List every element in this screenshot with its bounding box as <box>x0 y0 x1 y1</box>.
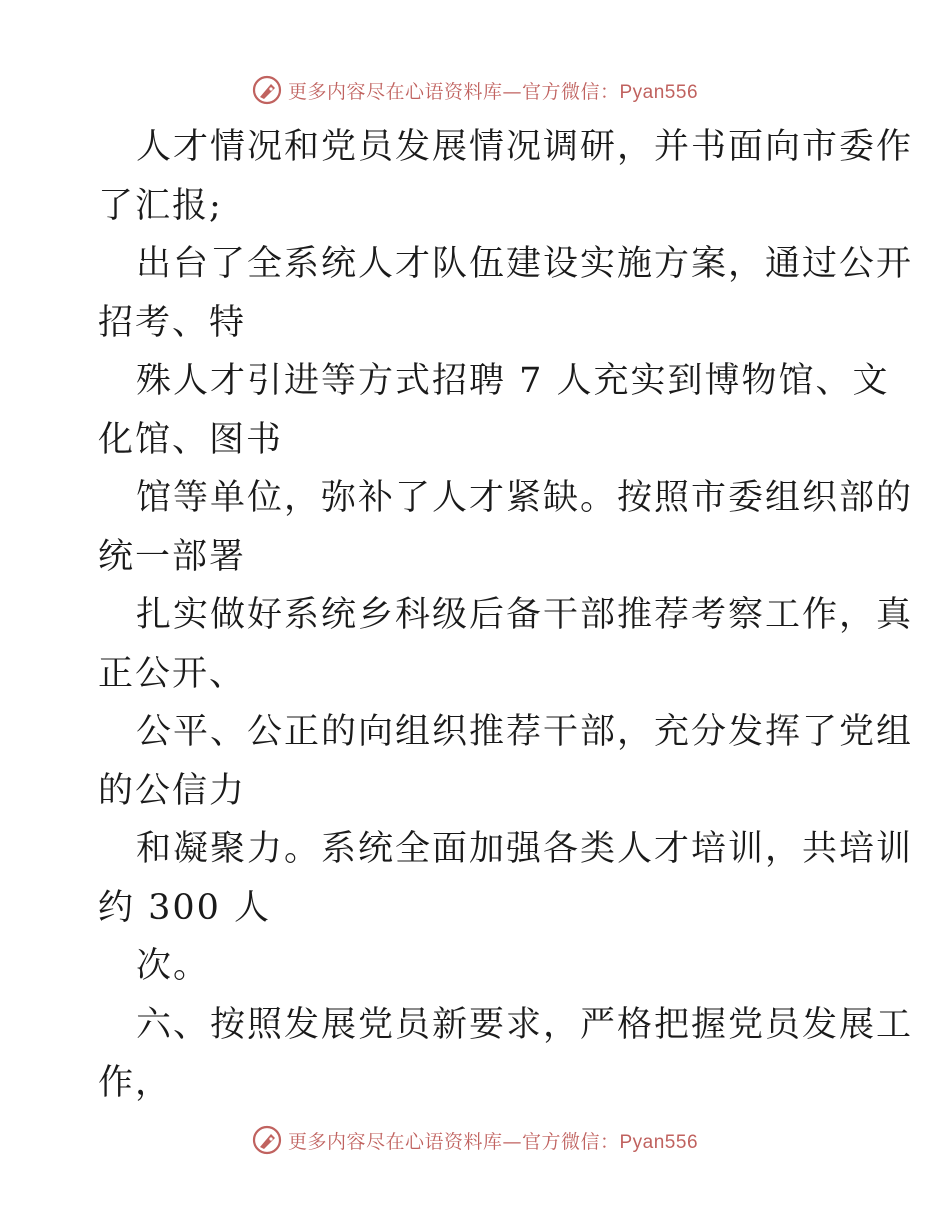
body-line: 了汇报; <box>98 185 223 226</box>
pen-nib-logo-icon <box>252 75 282 105</box>
body-line: 馆等单位，弥补了人才紧缺。按照市委组织部的 <box>136 478 914 518</box>
body-line: 殊人才引进等方式招聘 7 人充实到博物馆、文 <box>136 361 890 401</box>
body-line: 的公信力 <box>98 770 247 811</box>
body-line: 作， <box>98 1063 173 1103</box>
header-banner <box>0 70 950 110</box>
body-line: 和凝聚力。系统全面加强各类人才培训，共培训 <box>136 829 914 869</box>
pen-nib-logo-icon <box>252 1125 282 1155</box>
footer-wechat-id: Pyan556 <box>619 1131 699 1153</box>
body-line: 人才情况和党员发展情况调研，并书面向市委作 <box>136 127 914 167</box>
body-line: 正公开、 <box>98 653 247 694</box>
body-line: 公平、公正的向组织推荐干部，充分发挥了党组 <box>136 712 914 752</box>
body-line: 约 300 人 <box>98 887 272 928</box>
document-body <box>98 118 914 1113</box>
footer-banner-text: 更多内容尽在心语资料库—官方微信：Pyan556 <box>287 1130 699 1153</box>
header-banner-text: 更多内容尽在心语资料库—官方微信：Pyan556 <box>287 80 699 103</box>
body-line: 扎实做好系统乡科级后备干部推荐考察工作，真 <box>136 595 914 635</box>
footer-banner <box>0 1120 950 1160</box>
body-line: 化馆、图书 <box>98 419 284 460</box>
body-line: 招考、特 <box>98 302 247 343</box>
body-line: 统一部署 <box>98 536 247 577</box>
body-line: 出台了全系统人才队伍建设实施方案，通过公开 <box>136 244 914 284</box>
body-line: 次。 <box>136 946 211 986</box>
header-wechat-id: Pyan556 <box>619 81 699 103</box>
body-line: 六、按照发展党员新要求，严格把握党员发展工 <box>136 1004 914 1045</box>
